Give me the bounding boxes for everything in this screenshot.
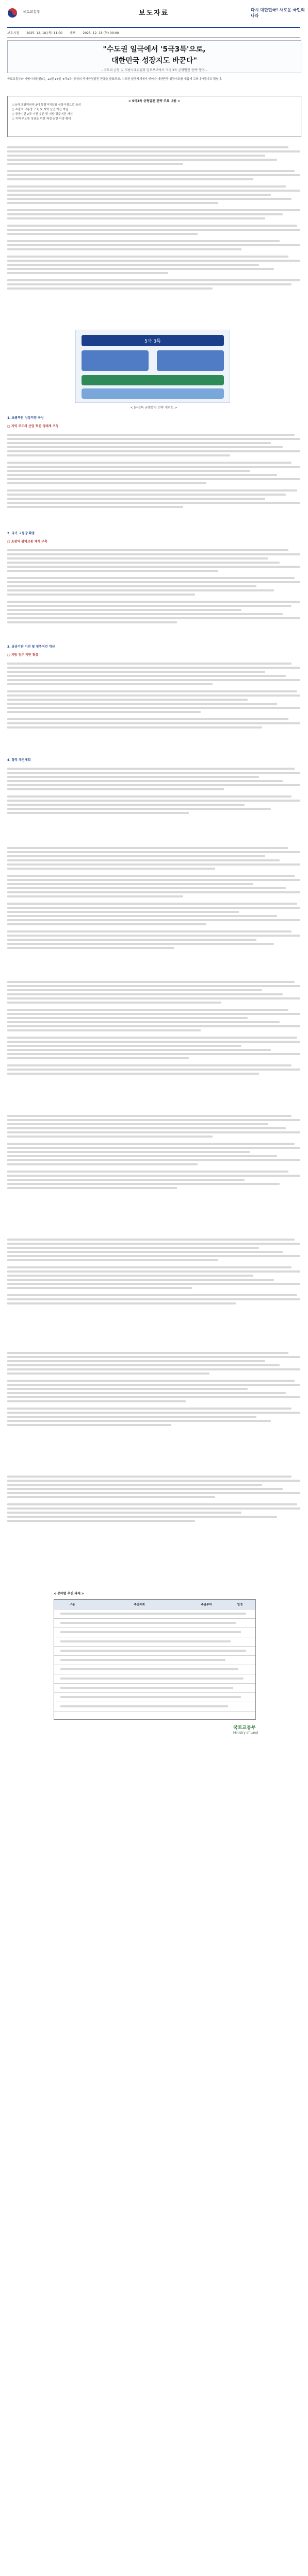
table-row: [54, 1702, 255, 1711]
subsection-heading: □ 지역 주도의 산업 혁신 생태계 조성: [7, 425, 59, 428]
figure-caption: < 5극3특 균형발전 전략 개념도 >: [130, 406, 177, 410]
section-heading: 2. 국가 교통망 확충: [7, 532, 35, 535]
table-row: [54, 1674, 255, 1684]
government-emblem-icon: [7, 7, 21, 19]
section-heading: 4. 향후 추진계획: [7, 758, 31, 762]
section-heading: 1. 초광역권 성장거점 육성: [7, 416, 44, 420]
summary-title: < 5극3특 균형발전 전략 주요 내용 >: [128, 99, 181, 103]
footer-logo: 국토교통부: [233, 1725, 256, 1731]
table-row: [54, 1655, 255, 1665]
section-heading: 3. 공공기관 이전 및 정주여건 개선: [7, 645, 55, 649]
summary-line: ○ 지역 주도형 성장을 위한 재정·권한 이양 확대: [12, 117, 71, 121]
summary-line: ○ 공공기관 2차 이전 추진 및 지방 정주여건 개선: [12, 113, 73, 116]
table-header-cell: 일정: [237, 1603, 243, 1606]
footer-sub: Ministry of Land: [233, 1731, 258, 1735]
meta-distribution-time: 2025. 12. 18.(목) 09:00: [83, 31, 119, 35]
headline-box: [7, 40, 301, 73]
release-meta-bar: [7, 27, 300, 38]
table-header-cell: 추진과제: [134, 1603, 145, 1606]
table-row: [54, 1628, 255, 1637]
body-text-block: [7, 1113, 300, 1191]
body-text-block: [7, 547, 300, 625]
strategy-diagram: [75, 330, 230, 403]
body-text-block: [7, 1473, 300, 1524]
diagram-center-label: 5극 3특: [144, 339, 161, 344]
table-row: [54, 1646, 255, 1656]
table-header-cell: 주관부처: [201, 1603, 212, 1606]
table-row: [54, 1683, 255, 1693]
table-row: [54, 1692, 255, 1702]
headline-main: "수도권 일극에서 '5극3특'으로,: [103, 45, 206, 54]
release-title: 보도자료: [138, 9, 169, 17]
body-text-block: [7, 1350, 300, 1428]
body-text-block: [7, 660, 300, 731]
table-row: [54, 1665, 255, 1674]
header: [0, 0, 308, 27]
body-text-block: [7, 1236, 300, 1307]
table-row: [54, 1618, 255, 1628]
headline-tagline: - 국토의 균형 및 지방시대위원회 업무보고에서 '5극 3특 균형발전 전략' 발표 -: [101, 69, 207, 72]
body-text-block: [7, 845, 300, 951]
meta-label-distribution: 배포: [69, 31, 76, 35]
task-table: [54, 1599, 256, 1720]
table-header-row: [54, 1600, 255, 1609]
body-text-block: [7, 144, 300, 292]
summary-line: ○ 5대 초광역권과 3대 특별자치도를 성장거점으로 육성: [12, 104, 81, 107]
meta-label-release-time: 보도시점: [7, 31, 20, 35]
table-title: < 분야별 추진 과제 >: [54, 1592, 84, 1596]
summary-box: [7, 96, 301, 137]
slogan: 다시 대한민국! 새로운 국민의 나라: [251, 8, 305, 18]
body-text-block: [7, 979, 300, 1077]
meta-release-time: 2025. 12. 18.(목) 11:00: [26, 31, 62, 35]
org-name: 국토교통부: [23, 10, 40, 14]
subsection-heading: □ 지방 정주 기반 확충: [7, 653, 39, 657]
body-text-block: [7, 766, 300, 816]
table-row: [54, 1609, 255, 1619]
table-row: [54, 1637, 255, 1647]
subsection-heading: □ 초광역 광역교통 체계 구축: [7, 540, 47, 544]
table-header-cell: 구분: [69, 1603, 75, 1606]
body-text-block: [7, 432, 300, 510]
summary-line: ○ 초광역 교통망 구축 및 지역 산업 혁신 지원: [12, 108, 69, 111]
headline-sub: 대한민국 성장지도 바꾼다": [111, 57, 197, 65]
lead-paragraph: 국토교통부와 지방시대위원회는 12월 18일 '5극3특' 중심의 국가균형발전 전략을 발표하고, 수도권 일극체제에서 벗어나 대한민국 성장지도를 새롭게 그려나가겠다고 밝혔다.: [7, 78, 222, 81]
